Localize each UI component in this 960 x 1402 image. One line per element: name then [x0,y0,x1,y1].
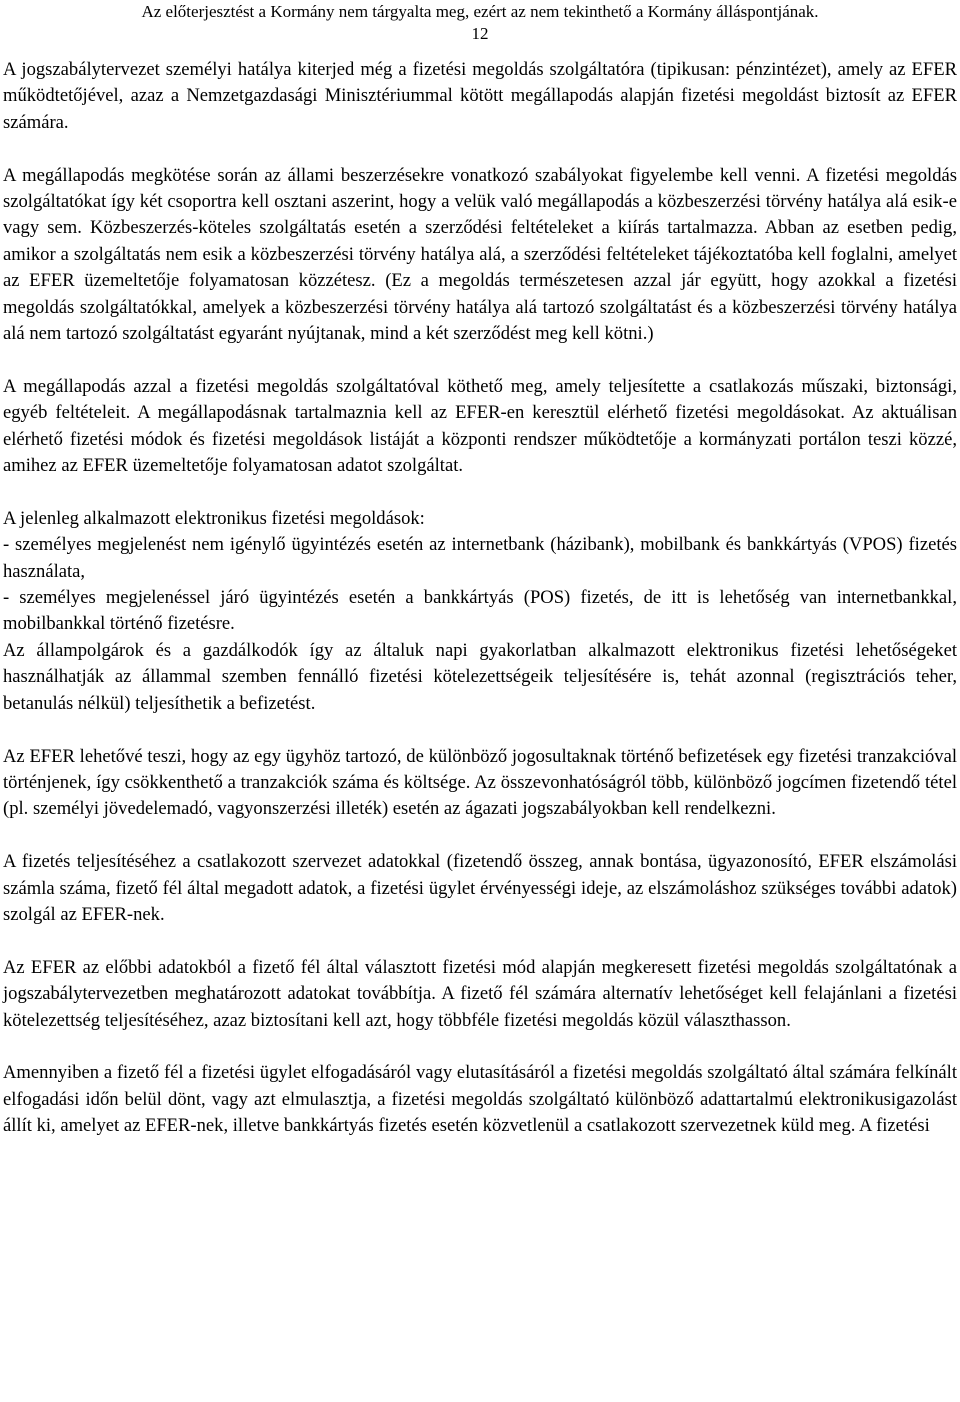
paragraph-payment-decision: Amennyiben a fizető fél a fizetési ügylet elfogadásáról vagy elutasításáról a fizetési megoldás szolgáltató által számára felkínált elfogadási időn belül dönt, vagy azt elmulasztja, a fizetési megoldás szolgáltató különböző adattartalmú elektronikusigazolást állít ki, amelyet az EFER-nek, illetve bankkártyás fizetés esetén közvetlenül a csatlakozott szervezetnek küld meg. A fizetési [3,1062,957,1137]
payment-methods-heading: A jelenleg alkalmazott elektronikus fizetési megoldások: [3,507,425,529]
header-disclaimer: Az előterjesztést a Kormány nem tárgyalta meg, ezért az nem tekinthető a Kormány álláspontjának. [141,2,819,21]
paragraph-payment-data: A fizetés teljesítéséhez a csatlakozott szervezet adatokkal (fizetendő összeg, annak bontása, ügyazonosító, EFER elszámolási számla száma, fizető fél által megadott adatok, a fizetési ügylet érvényességi ideje, az elszámoláshoz szükséges további adatok) szolgál az EFER-nek. [3,851,957,925]
payment-method-item: - személyes megjelenéssel járó ügyintézés esetén a bankkártyás (POS) fizetés, de itt is lehetőség van internetbankkal, mobilbankkal történő fizetésre. [3,587,957,635]
paragraph-bundled-payments: Az EFER lehetővé teszi, hogy az egy ügyhöz tartozó, de különböző jogosultaknak történő befizetések egy fizetési tranzakcióval történjenek, így csökkenthető a tranzakciók száma és költsége. Az összevonhatóságról több, különböző jogcímen fizetendő tétel (pl. személyi jövedelemadó, vagyonszerzési illeték) esetén az ágazati jogszabályokban kell rendelkezni. [3,745,957,820]
paragraph-personal-scope: A jogszabálytervezet személyi hatálya kiterjed még a fizetési megoldás szolgáltatóra (tipikusan: pénzintézet), amely az EFER működtetőjével, azaz a Nemzetgazdasági Minisztériummal kötött megállapodás alapján fizetési megoldást biztosít az EFER számára. [3,59,957,133]
paragraph-procurement-rules: A megállapodás megkötése során az állami beszerzésekre vonatkozó szabályokat figyelembe kell venni. A fizetési megoldás szolgáltatókat így két csoportra kell osztani aszerint, hogy a velük való megállapodás a közbeszerzési törvény hatálya alá esik-e vagy sem. Közbeszerzés-köteles szolgáltatás esetén a szerződési feltételeket a kiírás tartalmazza. Abban az esetben pedig, amikor a szolgáltatás nem esik a közbeszerzési törvény hatálya alá, a szerződési feltételeket tájékoztatóba kell foglalni, amelyet az EFER üzemeltetője folyamatosan közzétesz. (Ez a megoldás természetesen azzal jár együtt, hogy azokkal a fizetési megoldás szolgáltatókkal, amelyek a közbeszerzési törvény hatálya alá tartozó szolgáltatást és a közbeszerzési törvény hatálya alá nem tartozó szolgáltatást egyaránt nyújtanak, mind a két szerződést meg kell kötni.) [3,164,957,345]
document-page [3,0,957,1140]
page-number: 12 [471,24,489,43]
paragraph-data-forwarding: Az EFER az előbbi adatokból a fizető fél által választott fizetési mód alapján megkeresett fizetési megoldás szolgáltatónak a jogszabálytervezetben meghatározott adatokat továbbítja. A fizető fél számára alternatív lehetőséget kell felajánlani a fizetési kötelezettség teljesítéséhez, azaz biztosítani kell azt, hogy többféle fizetési megoldás közül választhasson. [3,956,957,1031]
payment-methods-section [3,506,957,717]
payment-method-item: - személyes megjelenést nem igénylő ügyintézés esetén az internetbank (házibank), mobilbank és bankkártyás (VPOS) fizetés használata, [3,534,957,582]
paragraph-agreement-conditions: A megállapodás azzal a fizetési megoldás szolgáltatóval köthető meg, amely teljesítette a csatlakozás műszaki, biztonsági, egyéb feltételeit. A megállapodásnak tartalmaznia kell az EFER-en keresztül elérhető fizetési megoldásokat. Az aktuálisan elérhető fizetési módok és fizetési megoldások listáját a központi rendszer működtetője a kormányzati portálon teszi közzé, amihez az EFER üzemeltetője folyamatosan adatot szolgáltat. [3,375,957,477]
payment-methods-closing: Az állampolgárok és a gazdálkodók így az általuk napi gyakorlatban alkalmazott elektronikus fizetési lehetőségeket használhatják az állammal szemben fennálló fizetési kötelezettségeik teljesítésére is, tehát azonnal (regisztrációs teher, betanulás nélkül) teljesíthetik a befizetést. [3,639,957,714]
